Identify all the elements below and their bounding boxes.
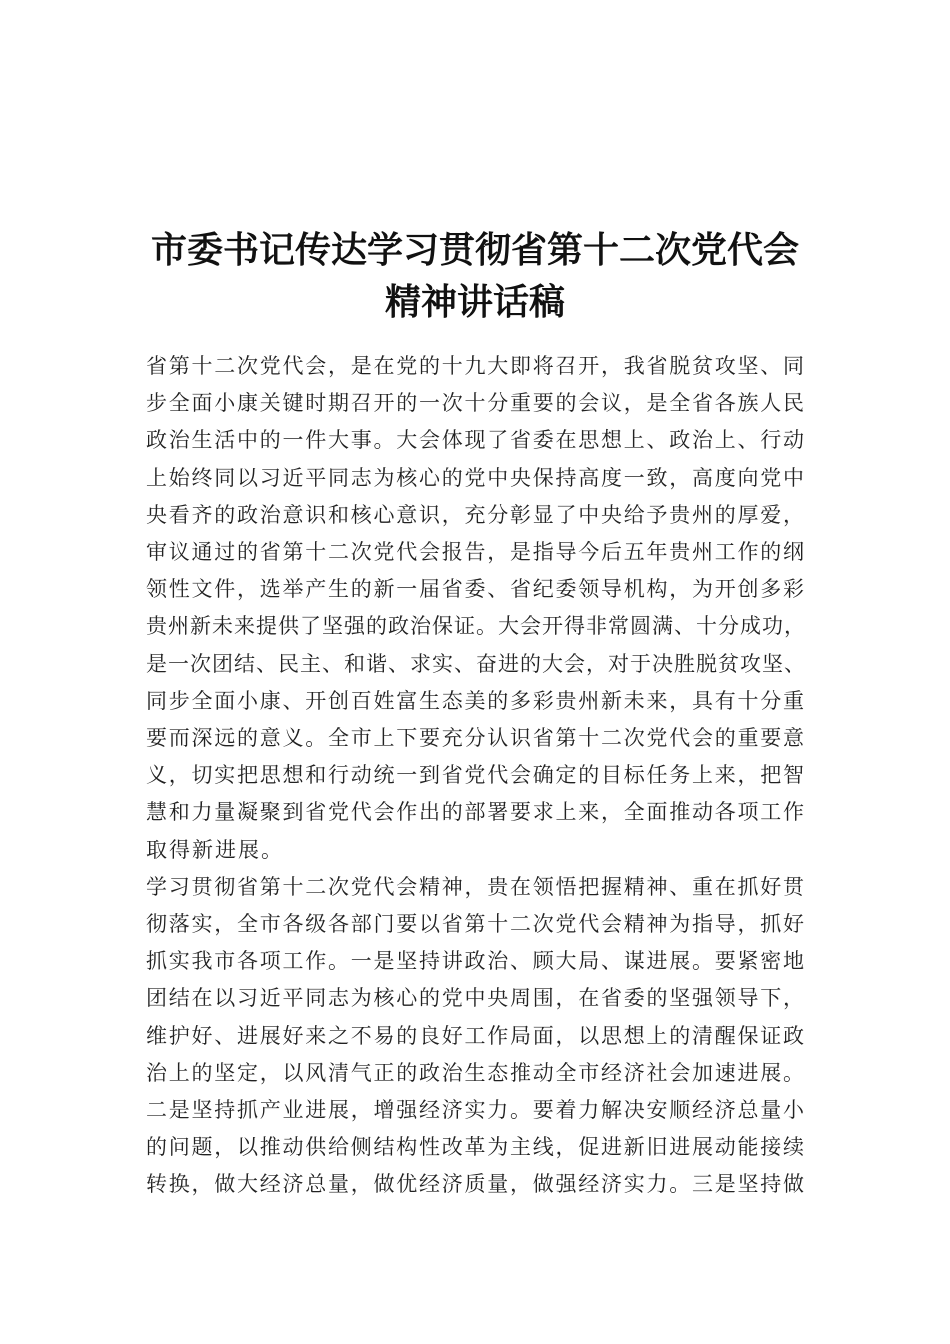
- body-line: 领性文件，选举产生的新一届省委、省纪委领导机构，为开创多彩: [146, 577, 806, 602]
- body-line: 慧和力量凝聚到省党代会作出的部署要求上来，全面推动各项工作: [146, 800, 806, 825]
- body-line: 维护好、进展好来之不易的良好工作局面，以思想上的清醒保证政: [146, 1023, 806, 1048]
- title-line-2: 精神讲话稿: [384, 281, 565, 323]
- body-line: 要而深远的意义。全市上下要充分认识省第十二次党代会的重要意: [146, 726, 806, 751]
- body-line: 是一次团结、民主、和谐、求实、奋进的大会，对于决胜脱贫攻坚、: [146, 651, 806, 676]
- body-line: 团结在以习近平同志为核心的党中央周围，在省委的坚强领导下，: [146, 986, 806, 1011]
- document-body: [146, 348, 806, 1204]
- body-line: 义，切实把思想和行动统一到省党代会确定的目标任务上来，把智: [146, 763, 806, 788]
- document-title: [0, 224, 950, 328]
- body-line: 的问题，以推动供给侧结构性改革为主线，促进新旧进展动能接续: [146, 1135, 806, 1160]
- body-line: 治上的坚定，以风清气正的政治生态推动全市经济社会加速进展。: [146, 1060, 806, 1085]
- body-line: 学习贯彻省第十二次党代会精神，贵在领悟把握精神、重在抓好贯: [146, 874, 806, 899]
- body-line: 取得新进展。: [146, 837, 284, 862]
- body-line: 步全面小康关键时期召开的一次十分重要的会议，是全省各族人民: [146, 391, 806, 416]
- body-line: 转换，做大经济总量，做优经济质量，做强经济实力。三是坚持做: [146, 1172, 806, 1197]
- body-line: 同步全面小康、开创百姓富生态美的多彩贵州新未来，具有十分重: [146, 688, 806, 713]
- body-line: 上始终同以习近平同志为核心的党中央保持高度一致，高度向党中: [146, 465, 806, 490]
- body-line: 彻落实，全市各级各部门要以省第十二次党代会精神为指导，抓好: [146, 912, 806, 937]
- body-line: 审议通过的省第十二次党代会报告，是指导今后五年贵州工作的纲: [146, 540, 806, 565]
- body-line: 贵州新未来提供了坚强的政治保证。大会开得非常圆满、十分成功，: [146, 614, 806, 639]
- body-line: 政治生活中的一件大事。大会体现了省委在思想上、政治上、行动: [146, 428, 806, 453]
- body-line: 央看齐的政治意识和核心意识，充分彰显了中央给予贵州的厚爱，: [146, 502, 806, 527]
- title-line-1: 市委书记传达学习贯彻省第十二次党代会: [150, 229, 799, 271]
- body-line: 抓实我市各项工作。一是坚持讲政治、顾大局、谋进展。要紧密地: [146, 949, 806, 974]
- body-line: 二是坚持抓产业进展，增强经济实力。要着力解决安顺经济总量小: [146, 1098, 806, 1123]
- body-line: 省第十二次党代会，是在党的十九大即将召开，我省脱贫攻坚、同: [146, 354, 806, 378]
